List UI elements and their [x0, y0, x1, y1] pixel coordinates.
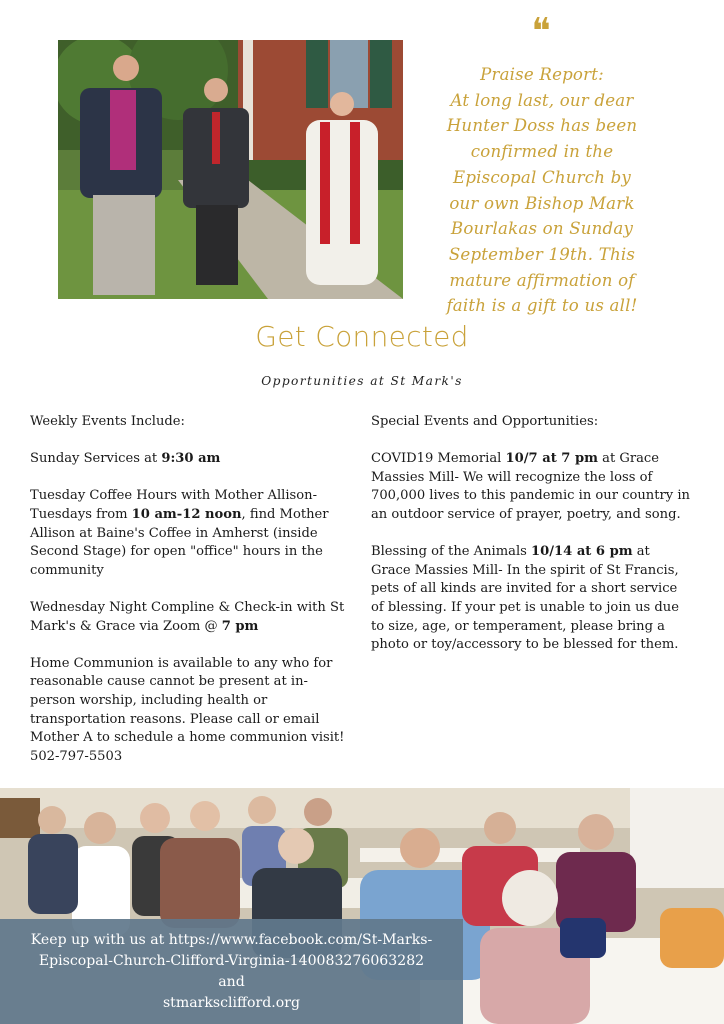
weekly-events-column — [30, 413, 348, 785]
quote-line: mature affirmation of — [449, 270, 635, 290]
quote-line: At long last, our dear — [450, 90, 634, 110]
website-link[interactable]: stmarksclifford.org — [162, 994, 301, 1011]
home-communion-item: Home Communion is available to any who for reasonable cause cannot be present at in-person worship, including health or transportation reasons. Please call or email Mother A to schedule a home communion visit! 502-797-5503 — [30, 655, 345, 764]
quote-line: confirmed in the — [470, 142, 614, 162]
weekly-events-title: Weekly Events Include: — [30, 414, 185, 429]
quote-line: Hunter Doss has been — [446, 116, 638, 136]
covid-memorial-item: COVID19 Memorial 10/7 at 7 pm at Grace Massies Mill- We will recognize the loss of 700,000 lives to this pandemic in our country in an outdoor service of prayer, poetry, and song. — [371, 451, 690, 522]
quote-line: Praise Report: — [480, 65, 604, 84]
quote-mark-icon: ❝ — [531, 11, 551, 52]
blessing-animals-item: Blessing of the Animals 10/14 at 6 pm at Grace Massies Mill- In the spirit of St Francis, pets of all kinds are invited for a short service of blessing. If your pet is unable to join us due to size, age, or temperament, please bring a photo or toy/accessory to be blessed for them. — [371, 544, 679, 653]
section-subheading: Opportunities at St Mark's — [261, 374, 463, 388]
footer-contact-box — [0, 919, 463, 1024]
quote-line: Episcopal Church by — [453, 167, 631, 187]
wednesday-compline-item: Wednesday Night Compline & Check-in with St Mark's & Grace via Zoom @ 7 pm — [30, 599, 345, 634]
facebook-link-line-2[interactable]: Episcopal-Church-Clifford-Virginia-140083276063282 — [38, 952, 425, 969]
tuesday-coffee-item: Tuesday Coffee Hours with Mother Allison- Tuesdays from 10 am-12 noon, find Mother Allison at Baine's Coffee in Amherst (inside Second Stage) for open "office" hours in the community — [30, 488, 329, 578]
quote-line: September 19th. This — [448, 244, 636, 264]
quote-line: Bourlakas on Sunday — [450, 219, 634, 239]
facebook-link-line-1[interactable]: Keep up with us at https://www.facebook.com/St-Marks- — [30, 931, 433, 948]
footer-and-text: and — [218, 973, 245, 990]
special-events-title: Special Events and Opportunities: — [371, 414, 599, 429]
sunday-services-item: Sunday Services at 9:30 am — [30, 451, 221, 467]
quote-line: our own Bishop Mark — [449, 193, 635, 213]
special-events-column — [371, 413, 693, 673]
quote-line: faith is a gift to us all! — [446, 296, 638, 316]
praise-report-quote — [418, 62, 666, 319]
section-heading: Get Connected — [255, 320, 469, 353]
confirmation-photo — [58, 40, 403, 299]
